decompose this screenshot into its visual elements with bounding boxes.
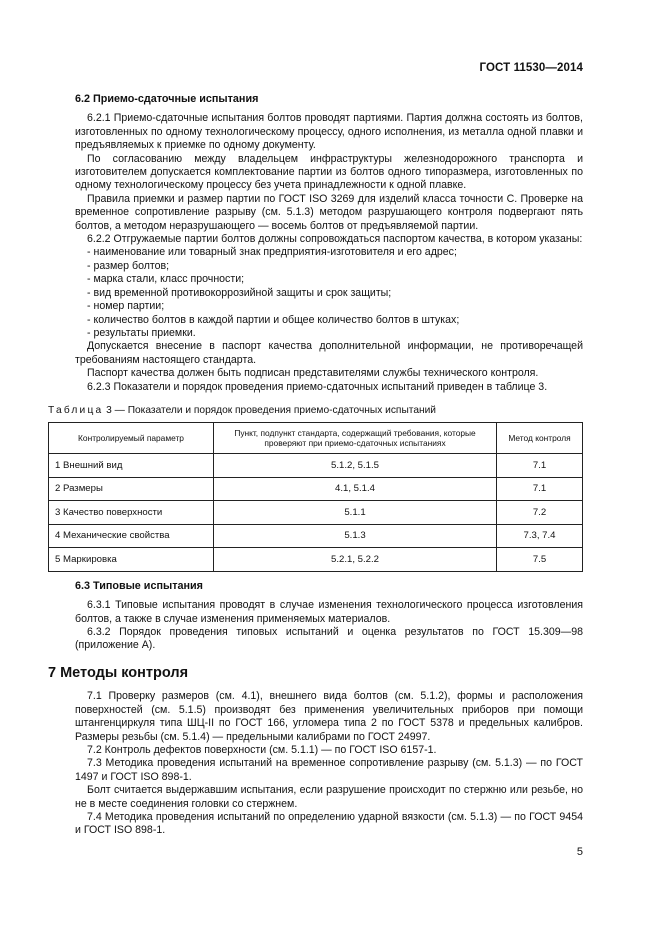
- section-6-3-title: 6.3 Типовые испытания: [75, 579, 203, 592]
- list-item: - наименование или товарный знак предприятия-изготовителя и его адрес;: [87, 246, 457, 259]
- paragraph-7-3: 7.3 Методика проведения испытаний на временное сопротивление разрыву (см. 5.1.3) — по ГОСТ 1497 и ГОСТ ISO 898-1.: [75, 757, 583, 783]
- table-cell-clause: 5.1.2, 5.1.5: [214, 454, 497, 478]
- table-caption-text: 3 — Показатели и порядок проведения приемо-сдаточных испытаний: [103, 404, 436, 416]
- table-row: [49, 501, 583, 525]
- paragraph-bolt-criteria: Болт считается выдержавшим испытания, если разрушение происходит по стержню или резьбе, но не в месте соединения головки со стержнем.: [75, 784, 583, 810]
- paragraph-6-2-1: 6.2.1 Приемо-сдаточные испытания болтов проводят партиями. Партия должна состоять из болтов, изготовленных по одному технологическому процессу, одного исполнения, из металла одной плавки и предъявляемых к приемке по одному документу.: [75, 112, 583, 152]
- list-item: - результаты приемки.: [87, 326, 196, 339]
- column-header-parameter: Контролируемый параметр: [49, 423, 214, 454]
- table-cell-parameter: 3 Качество поверхности: [49, 501, 214, 525]
- table-caption-word: Таблица: [48, 404, 104, 416]
- list-item: - размер болтов;: [87, 259, 170, 272]
- column-header-method: Метод контроля: [497, 423, 583, 454]
- paragraph-7-2: 7.2 Контроль дефектов поверхности (см. 5.1.1) — по ГОСТ ISO 6157-1.: [87, 743, 437, 756]
- paragraph-6-3-1: 6.3.1 Типовые испытания проводят в случае изменения технологического процесса изготовления болтов, а также в случае изменения применяемых материалов.: [75, 599, 583, 625]
- table-cell-method: 7.1: [497, 454, 583, 478]
- paragraph-batch-agreement: По согласованию между владельцем инфраструктуры железнодорожного транспорта и изготовителем допускается комплектование партии из болтов одного типоразмера, изготовленных по одному технологическому процессу без учета принадлежности к одной плавке.: [75, 152, 583, 192]
- paragraph-6-2-2: 6.2.2 Отгружаемые партии болтов должны сопровождаться паспортом качества, в котором указаны:: [87, 233, 583, 246]
- document-code-header: ГОСТ 11530—2014: [479, 62, 583, 74]
- table-cell-clause: 5.1.1: [214, 501, 497, 525]
- paragraph-passport-signature: Паспорт качества должен быть подписан представителями службы технического контроля.: [87, 367, 539, 380]
- list-item: - вид временной противокоррозийной защиты и срок защиты;: [87, 286, 392, 299]
- table-cell-parameter: 2 Размеры: [49, 477, 214, 501]
- table-cell-clause: 5.1.3: [214, 524, 497, 548]
- table-cell-parameter: 5 Маркировка: [49, 548, 214, 572]
- document-body: [48, 93, 583, 838]
- table-header-row: [49, 423, 583, 454]
- page-number: 5: [576, 846, 583, 858]
- column-header-clause: Пункт, подпункт стандарта, содержащий требования, которые проверяют при приемо-сдаточных испытаниях: [214, 423, 497, 454]
- section-7-title: 7 Методы контроля: [48, 664, 189, 681]
- table-row: [49, 524, 583, 548]
- paragraph-7-4: 7.4 Методика проведения испытаний по определению ударной вязкости (см. 5.1.3) — по ГОСТ 9454 и ГОСТ ISO 898-1.: [75, 810, 583, 837]
- paragraph-additional-info: Допускается внесение в паспорт качества дополнительной информации, не противоречащей требованиям настоящего стандарта.: [75, 340, 583, 366]
- section-6-2-title: 6.2 Приемо-сдаточные испытания: [75, 93, 259, 105]
- table-cell-method: 7.5: [497, 548, 583, 572]
- table-cell-clause: 5.2.1, 5.2.2: [214, 548, 497, 572]
- table-3-caption: [48, 404, 583, 417]
- list-item: - количество болтов в каждой партии и общее количество болтов в штуках;: [87, 313, 460, 326]
- table-cell-parameter: 1 Внешний вид: [49, 454, 214, 478]
- table-cell-parameter: 4 Механические свойства: [49, 524, 214, 548]
- table-cell-method: 7.3, 7.4: [497, 524, 583, 548]
- paragraph-acceptance-rules: Правила приемки и размер партии по ГОСТ ISO 3269 для изделий класса точности С. Проверке на временное сопротивление разрыву (см. 5.1.3) методом разрушающего контроля подвергают пять болтов, а методом неразрушающего — восемь болтов от предъявляемой партии.: [75, 192, 583, 232]
- table-cell-method: 7.1: [497, 477, 583, 501]
- table-3: [48, 422, 583, 572]
- passport-contents-list: [75, 246, 583, 340]
- paragraph-6-2-3: 6.2.3 Показатели и порядок проведения приемо-сдаточных испытаний приведен в таблице 3.: [87, 380, 548, 393]
- paragraph-6-3-2: 6.3.2 Порядок проведения типовых испытаний и оценка результатов по ГОСТ 15.309—98 (приложение А).: [75, 626, 583, 652]
- table-cell-clause: 4.1, 5.1.4: [214, 477, 497, 501]
- list-item: - номер партии;: [87, 300, 165, 313]
- table-row: [49, 477, 583, 501]
- list-item: - марка стали, класс прочности;: [87, 273, 245, 286]
- table-row: [49, 454, 583, 478]
- table-cell-method: 7.2: [497, 501, 583, 525]
- table-row: [49, 548, 583, 572]
- paragraph-7-1: 7.1 Проверку размеров (см. 4.1), внешнего вида болтов (см. 5.1.2), формы и расположения поверхностей (см. 5.1.5) производят без применения увеличительных приборов при помощи штангенциркуля типа ШЦ-II по ГОСТ 166, угломера типа 2 по ГОСТ 5378 и предельных калибров. Размеры резьбы (см. 5.1.4) — предельными калибрами по ГОСТ 24997.: [75, 690, 583, 743]
